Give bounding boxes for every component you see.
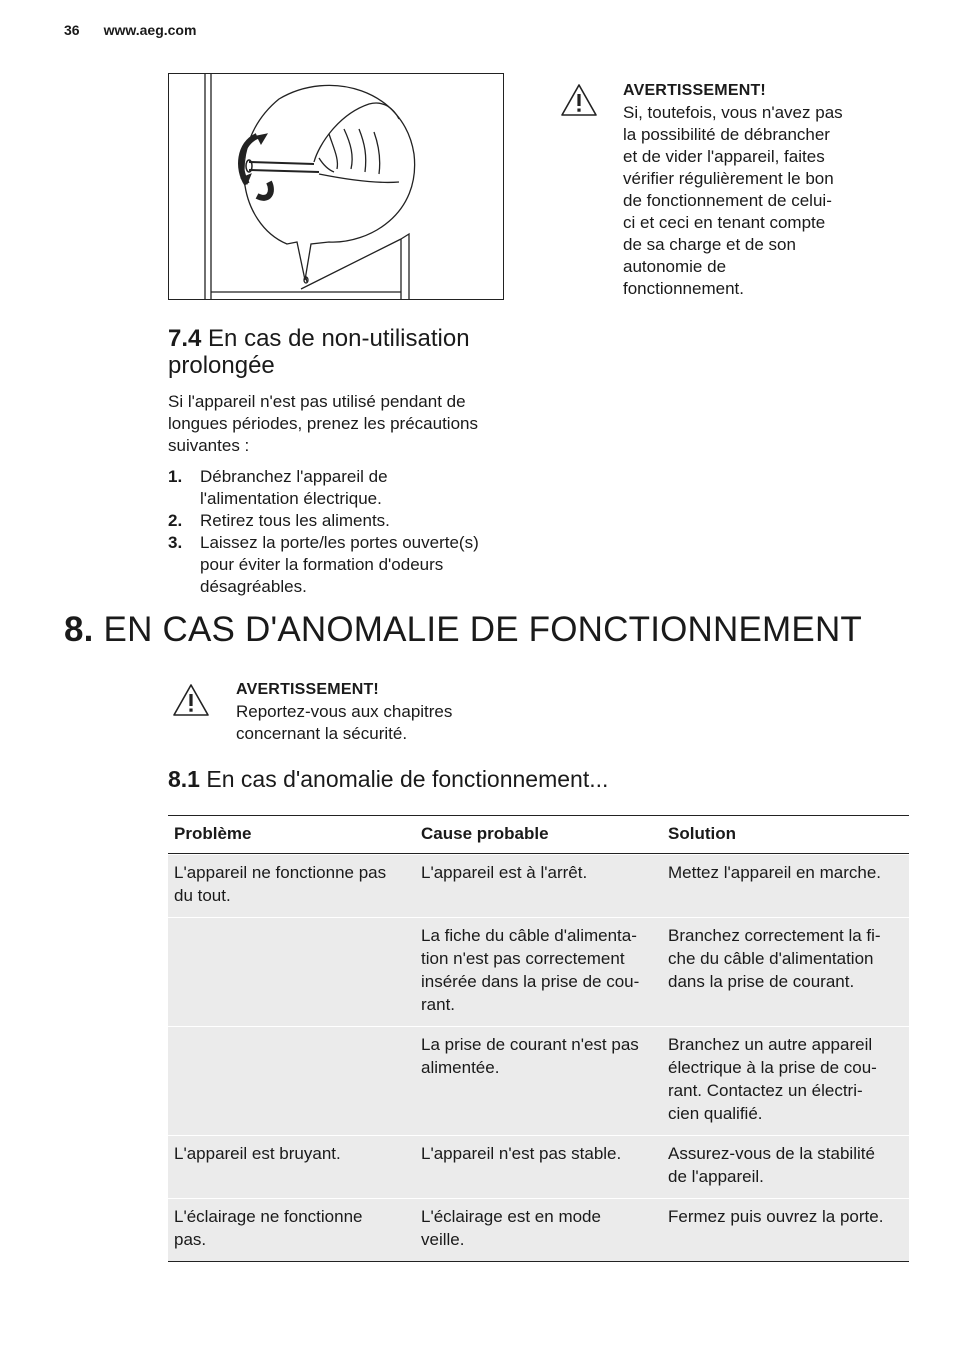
step-item: [168, 510, 528, 532]
chapter-8-heading: [64, 608, 862, 652]
chapter-title: EN CAS D'ANOMALIE DE FONCTIONNEMENT: [103, 610, 863, 649]
cell-line: L'appareil n'est pas stable.: [421, 1144, 622, 1163]
warning-block-chapter-8: [236, 679, 536, 745]
cell-line: du tout.: [174, 886, 231, 905]
troubleshooting-table: [168, 815, 909, 1262]
section-title: En cas d'anomalie de fonctionnement...: [206, 766, 609, 792]
intro-line: Si l'appareil n'est pas utilisé pendant de: [168, 392, 466, 411]
cell-line: che du câble d'alimentation: [668, 949, 874, 968]
cell-line: L'appareil est à l'arrêt.: [421, 863, 588, 882]
cause-cell: [415, 1136, 662, 1198]
section-number: 8.1: [168, 766, 200, 792]
section-8-1-heading: [168, 764, 608, 794]
cell-line: de l'appareil.: [668, 1167, 764, 1186]
step-line: Laissez la porte/les portes ouverte(s): [200, 533, 479, 552]
section-title-line: prolongée: [168, 352, 275, 379]
step-item: [168, 466, 528, 510]
problem-cell: [168, 855, 415, 917]
column-header-cause: Cause probable: [421, 824, 549, 843]
intro-line: longues périodes, prenez les précautions: [168, 414, 478, 433]
step-line: Retirez tous les aliments.: [200, 511, 390, 530]
column-header-solution: Solution: [668, 824, 736, 843]
cause-cell: [415, 855, 662, 917]
warning-line: Si, toutefois, vous n'avez pas: [623, 103, 843, 122]
precaution-steps: [168, 466, 528, 598]
warning-line: autonomie de: [623, 257, 727, 276]
warning-line: vérifier régulièrement le bon: [623, 169, 834, 188]
step-line: désagréables.: [200, 577, 307, 596]
warning-title: AVERTISSEMENT!: [623, 82, 766, 99]
section-7-4-intro: [168, 391, 528, 457]
cell-line: L'éclairage est en mode: [421, 1207, 601, 1226]
cause-cell: [415, 1027, 662, 1135]
step-number: 2.: [168, 511, 183, 530]
cell-line: cien qualifié.: [668, 1104, 763, 1123]
drain-plug-illustration: [169, 74, 503, 299]
intro-line: suivantes :: [168, 436, 250, 455]
problem-cell: [168, 918, 415, 1026]
column-header-problem: Problème: [174, 824, 252, 843]
cell-line: La fiche du câble d'alimenta-: [421, 926, 637, 945]
warning-line: et de vider l'appareil, faites: [623, 147, 825, 166]
cell-line: insérée dans la prise de cou-: [421, 972, 640, 991]
warning-line: concernant la sécurité.: [236, 724, 408, 743]
cell-line: tion n'est pas correctement: [421, 949, 625, 968]
cell-line: Assurez-vous de la stabilité: [668, 1144, 875, 1163]
problem-cell: [168, 1027, 415, 1135]
problem-cell: [168, 1136, 415, 1198]
warning-line: Reportez-vous aux chapitres: [236, 702, 453, 721]
cell-line: alimentée.: [421, 1058, 500, 1077]
chapter-number: 8.: [64, 610, 94, 649]
table-row: [168, 854, 909, 917]
section-number: 7.4: [168, 325, 202, 352]
page-number: 36: [64, 22, 80, 38]
cell-line: pas.: [174, 1230, 207, 1249]
step-line: l'alimentation électrique.: [200, 489, 382, 508]
table-row: [168, 1198, 909, 1261]
cell-line: dans la prise de courant.: [668, 972, 855, 991]
warning-line: la possibilité de débrancher: [623, 125, 830, 144]
cause-cell: [415, 918, 662, 1026]
cell-line: Branchez correctement la fi-: [668, 926, 881, 945]
warning-title: AVERTISSEMENT!: [236, 681, 379, 698]
solution-cell: [662, 918, 909, 1026]
warning-line: de sa charge et de son: [623, 235, 796, 254]
warning-line: de fonctionnement de celui-: [623, 191, 832, 210]
cell-line: L'appareil ne fonctionne pas: [174, 863, 387, 882]
warning-triangle-icon: [172, 683, 210, 717]
warning-line: ci et ceci en tenant compte: [623, 213, 826, 232]
warning-block-top: [623, 80, 883, 300]
table-row: [168, 917, 909, 1026]
problem-cell: [168, 1199, 415, 1261]
solution-cell: [662, 855, 909, 917]
cell-line: rant. Contactez un électri-: [668, 1081, 863, 1100]
section-title-line: En cas de non-utilisation: [208, 325, 470, 352]
cell-line: Branchez un autre appareil: [668, 1035, 873, 1054]
table-header-row: [168, 816, 909, 854]
solution-cell: [662, 1136, 909, 1198]
cell-line: Fermez puis ouvrez la porte.: [668, 1207, 884, 1226]
solution-cell: [662, 1199, 909, 1261]
page-header: [64, 22, 196, 38]
step-line: pour éviter la formation d'odeurs: [200, 555, 444, 574]
section-7-4-heading: [168, 325, 528, 379]
cell-line: L'appareil est bruyant.: [174, 1144, 341, 1163]
cell-line: électrique à la prise de cou-: [668, 1058, 877, 1077]
step-number: 3.: [168, 533, 183, 552]
solution-cell: [662, 1027, 909, 1135]
step-item: [168, 532, 528, 598]
cause-cell: [415, 1199, 662, 1261]
step-number: 1.: [168, 467, 183, 486]
step-line: Débranchez l'appareil de: [200, 467, 388, 486]
illustration-frame: [168, 73, 504, 300]
warning-triangle-icon: [560, 83, 598, 117]
table-row: [168, 1026, 909, 1135]
cell-line: Mettez l'appareil en marche.: [668, 863, 882, 882]
cell-line: rant.: [421, 995, 456, 1014]
website-url: www.aeg.com: [103, 22, 197, 38]
warning-line: fonctionnement.: [623, 279, 744, 298]
table-row: [168, 1135, 909, 1198]
cell-line: La prise de courant n'est pas: [421, 1035, 639, 1054]
cell-line: veille.: [421, 1230, 465, 1249]
cell-line: L'éclairage ne fonctionne: [174, 1207, 363, 1226]
